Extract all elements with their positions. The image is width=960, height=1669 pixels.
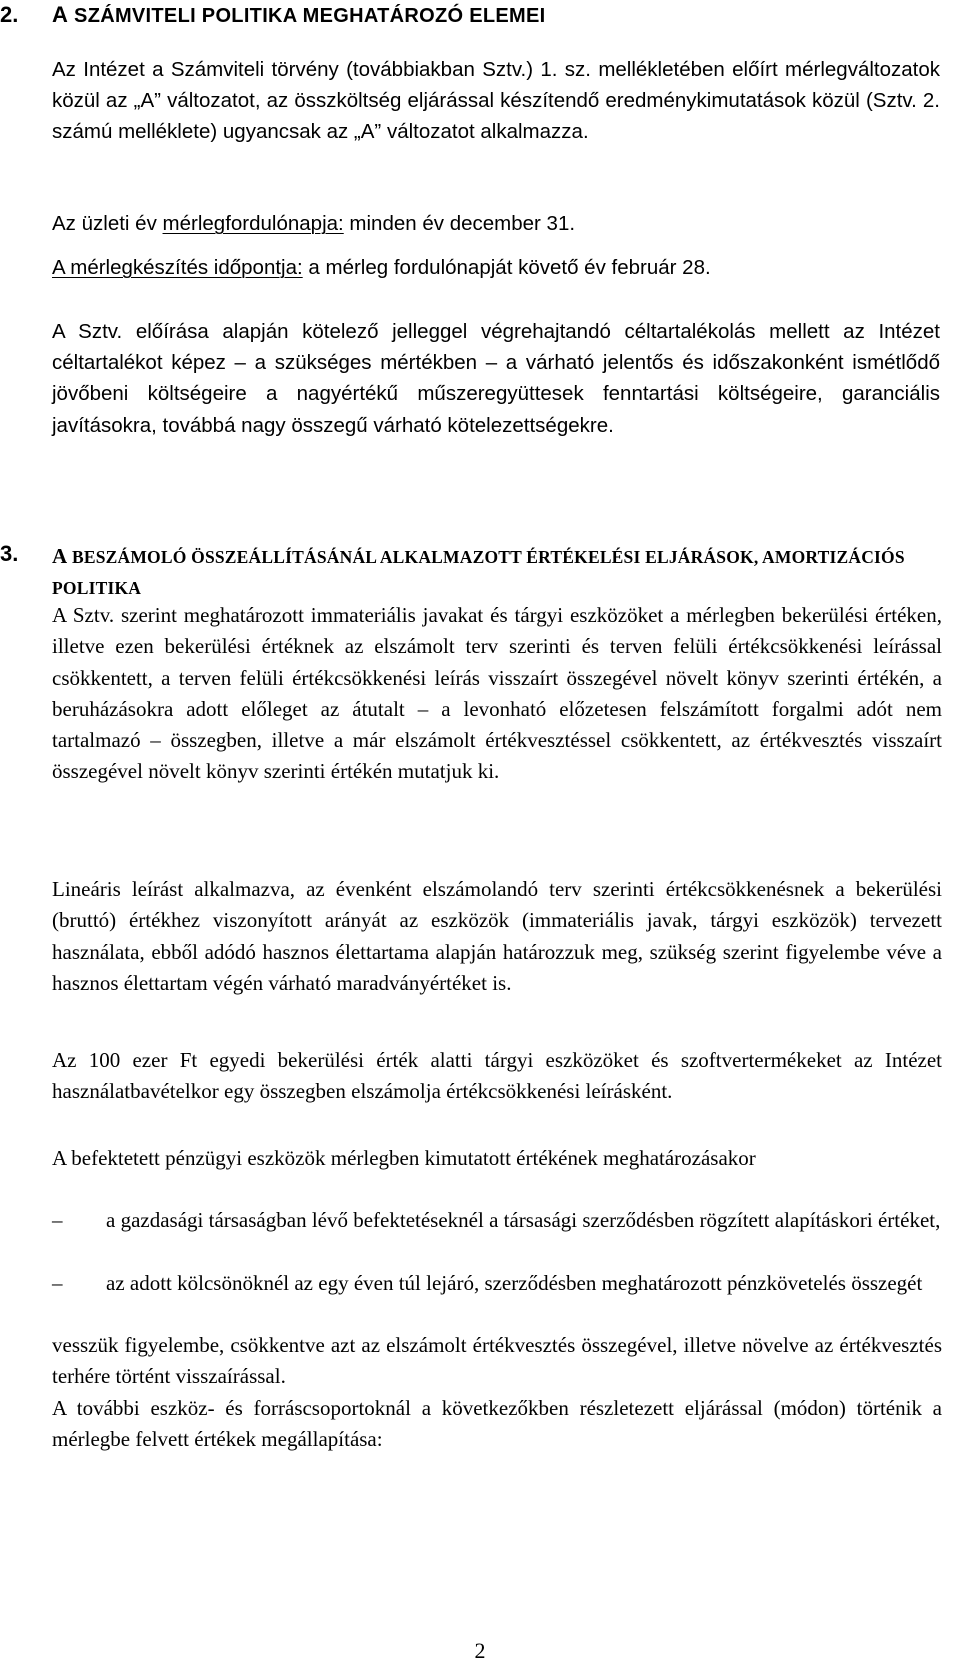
section-2-title-text: SZÁMVITELI POLITIKA MEGHATÁROZÓ ELEMEI	[68, 5, 546, 27]
section-3-title	[52, 541, 942, 604]
section-3-paragraph-4: A befektetett pénzügyi eszközök mérlegben kimutatott értékének meghatározásakor	[52, 1146, 756, 1170]
section-3-paragraph-3: Az 100 ezer Ft egyedi bekerülési érték alatti tárgyi eszközöket és szoftvertermékeket az Intézet használatbavételkor egy összegben elszámolja értékcsökkenési leírásként.	[52, 1048, 942, 1104]
section-2-title-initial: A	[52, 2, 69, 27]
balance-date-value: minden év december 31.	[343, 212, 576, 235]
section-3-paragraph-6: A további eszköz- és forráscsoportoknál a következőkben részletezett eljárással (módon) történik a mérlegbe felvett értékek megállapítása:	[52, 1396, 942, 1452]
list-item-text: az adott kölcsönöknél az egy éven túl lejáró, szerződésben meghatározott pénzkövetelés összegét	[106, 1271, 923, 1295]
section-3-paragraph-1: A Sztv. szerint meghatározott immateriális javakat és tárgyi eszközöket a mérlegben bekerülési értéken, illetve ezen bekerülési értéknek az elszámolt terv szerinti és terven felüli értékcsökkenési leírással csökkentett, a terven felüli értékcsökkenési leírás visszaírt összegével növelt könyv szerinti értékén, a beruházásokra adott előleget az átutalt – a levonható előzetesen felszámított forgalmi adót nem tartalmazó – összegben, illetve a már elszámolt értékvesztéssel csökkentett, az értékvesztés visszaírt összegével növelt könyv szerinti értékén mutatjuk ki.	[52, 603, 942, 784]
dash-bullet: –	[52, 1271, 63, 1295]
balance-date-label: mérlegfordulónapja:	[162, 212, 344, 235]
section-3-number: 3.	[0, 541, 19, 566]
section-2-title	[52, 2, 545, 28]
list-item-text: a gazdasági társaságban lévő befektetéseknél a társasági szerződésben rögzített alapításkori értéket,	[106, 1208, 941, 1232]
dash-bullet: –	[52, 1208, 63, 1232]
list-item	[52, 1205, 942, 1236]
preparation-date-line	[52, 252, 940, 283]
section-3-title-text: BESZÁMOLÓ ÖSSZEÁLLÍTÁSÁNÁL ALKALMAZOTT ÉRTÉKELÉSI ELJÁRÁSOK, AMORTIZÁCIÓS POLITIKA	[52, 547, 905, 598]
section-2-paragraph-1: Az Intézet a Számviteli törvény (továbbiakban Sztv.) 1. sz. mellékletében előírt mérlegváltozatok közül az „A” változatot, az összköltség eljárással készítendő eredménykimutatások közül (Sztv. 2. számú melléklete) ugyancsak az „A” változatot alkalmazza.	[52, 58, 940, 144]
page-number: 2	[474, 1638, 486, 1663]
balance-date-line	[52, 208, 940, 239]
preparation-date-label: A mérlegkészítés időpontja:	[52, 256, 303, 279]
preparation-date-value: a mérleg fordulónapját követő év február 28.	[302, 256, 711, 279]
list-item	[52, 1268, 942, 1299]
section-3-paragraph-2: Lineáris leírást alkalmazva, az évenként elszámolandó terv szerinti értékcsökkenésnek a bekerülési (bruttó) értékhez viszonyított arányát az eszközök (immateriális javak, tárgyi eszközök) tervezett használata, ebből adódó hasznos élettartama alapján határozzuk meg, szükség szerint figyelembe véve a hasznos élettartam végén várható maradványértéket is.	[52, 877, 942, 995]
section-3-paragraph-5: vesszük figyelembe, csökkentve azt az elszámolt értékvesztés összegével, illetve növelve az értékvesztés terhére történt visszaírással.	[52, 1333, 942, 1389]
provisions-paragraph: A Sztv. előírása alapján kötelező jelleggel végrehajtandó céltartalékolás mellett az Intézet céltartalékot képez – a szükséges mértékben – a várható jelentős és időszakonként ismétlődő jövőbeni költségeire a nagyértékű műszeregyüttesek fenntartási költségeire, garanciális javításokra, továbbá nagy összegű várható kötelezettségekre.	[52, 320, 940, 437]
section-3-title-initial: A	[52, 544, 68, 568]
section-2-number: 2.	[0, 2, 19, 27]
balance-date-prefix: Az üzleti év	[52, 212, 163, 235]
